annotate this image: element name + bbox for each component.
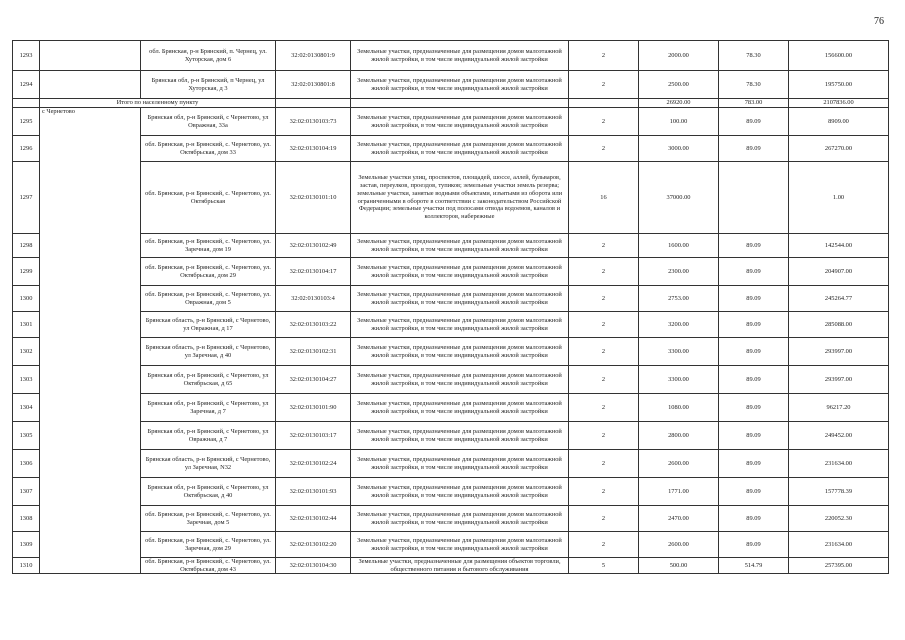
area-cell: 2500.00 (639, 71, 719, 99)
group-cell: 2 (569, 136, 639, 162)
row-number: 1305 (13, 422, 40, 450)
usage-cell: Земельные участки, предназначенные для размещения домов малоэтажной жилой застройки, в том числе индивидуальной жилой застройки (351, 71, 569, 99)
address-cell: Брянская обл, р-н Брянский, с Чернетово, ул Заречная, д 7 (141, 394, 276, 422)
row-number: 1301 (13, 312, 40, 338)
group-cell: 2 (569, 478, 639, 506)
cadastral-cell: 32:02:0130104:17 (276, 258, 351, 286)
address-cell: обл. Брянская, р-н Брянский, п. Чернец, ул. Хуторская, дом 6 (141, 41, 276, 71)
table-row (13, 71, 889, 99)
value-cell: 285088.00 (789, 312, 889, 338)
row-number: 1306 (13, 450, 40, 478)
value-cell: 204907.00 (789, 258, 889, 286)
total-label: Итого по населенному пункту (40, 99, 276, 108)
total-empty-cell (13, 99, 40, 108)
cadastral-cell: 32:02:0130104:30 (276, 558, 351, 574)
address-cell: Брянская обл, р-н Брянский, с Чернетово, ул Овражная, д 7 (141, 422, 276, 450)
total-area: 26920.00 (639, 99, 719, 108)
row-number: 1295 (13, 108, 40, 136)
cadastral-cell: 32:02:0130103:4 (276, 286, 351, 312)
locality-cell: с Чернетово (40, 108, 141, 574)
total-value: 2107836.00 (789, 99, 889, 108)
address-cell: Брянская обл, р-н Брянский, с Чернетово, ул Овражная, 33а (141, 108, 276, 136)
area-cell: 3300.00 (639, 366, 719, 394)
group-cell: 2 (569, 338, 639, 366)
table-row (13, 558, 889, 574)
table-row (13, 338, 889, 366)
area-cell: 2753.00 (639, 286, 719, 312)
table-row (13, 478, 889, 506)
group-cell: 5 (569, 558, 639, 574)
cadastral-cell: 32:02:0130801:9 (276, 41, 351, 71)
rate-cell: 89.09 (719, 108, 789, 136)
usage-cell: Земельные участки, предназначенные для размещения домов малоэтажной жилой застройки, в том числе индивидуальной жилой застройки (351, 478, 569, 506)
total-empty-cell (569, 99, 639, 108)
area-cell: 3000.00 (639, 136, 719, 162)
row-number: 1304 (13, 394, 40, 422)
value-cell: 8909.00 (789, 108, 889, 136)
value-cell: 245264.77 (789, 286, 889, 312)
area-cell: 37000.00 (639, 162, 719, 234)
value-cell: 257395.00 (789, 558, 889, 574)
area-cell: 2600.00 (639, 532, 719, 558)
cadastral-cell: 32:02:0130102:20 (276, 532, 351, 558)
row-number: 1309 (13, 532, 40, 558)
table-row (13, 422, 889, 450)
rate-cell: 89.09 (719, 136, 789, 162)
group-cell: 2 (569, 422, 639, 450)
usage-cell: Земельные участки, предназначенные для размещения домов малоэтажной жилой застройки, в том числе индивидуальной жилой застройки (351, 338, 569, 366)
area-cell: 1600.00 (639, 234, 719, 258)
address-cell: Брянская область, р-н Брянский, с Чернетово, ул Заречная, N32 (141, 450, 276, 478)
rate-cell: 89.09 (719, 450, 789, 478)
group-cell: 2 (569, 71, 639, 99)
group-cell: 2 (569, 41, 639, 71)
row-number: 1308 (13, 506, 40, 532)
row-number: 1297 (13, 162, 40, 234)
address-cell: Брянская область, р-н Брянский, с Чернетово, ул Овражная, д 17 (141, 312, 276, 338)
cadastral-cell: 32:02:0130103:73 (276, 108, 351, 136)
address-cell: Брянская обл, р-н Брянский, с Чернетово, ул Октябрьская, д 40 (141, 478, 276, 506)
cadastral-cell: 32:02:0130101:10 (276, 162, 351, 234)
table-row (13, 258, 889, 286)
group-cell: 2 (569, 286, 639, 312)
address-cell: Брянская область, р-н Брянский, с Чернетово, ул Заречная, д 40 (141, 338, 276, 366)
address-cell: обл. Брянская, р-н Брянский, с. Чернетово, ул. Октябрьская (141, 162, 276, 234)
cadastral-cell: 32:02:0130101:90 (276, 394, 351, 422)
usage-cell: Земельные участки, предназначенные для размещения домов малоэтажной жилой застройки, в том числе индивидуальной жилой застройки (351, 258, 569, 286)
address-cell: обл. Брянская, р-н Брянский, с. Чернетово, ул. Овражная, дом 5 (141, 286, 276, 312)
value-cell: 293997.00 (789, 338, 889, 366)
row-number: 1298 (13, 234, 40, 258)
table-row (13, 312, 889, 338)
value-cell: 220052.30 (789, 506, 889, 532)
group-cell: 2 (569, 394, 639, 422)
total-rate: 783.00 (719, 99, 789, 108)
usage-cell: Земельные участки, предназначенные для размещения домов малоэтажной жилой застройки, в том числе индивидуальной жилой застройки (351, 312, 569, 338)
usage-cell: Земельные участки, предназначенные для размещения домов малоэтажной жилой застройки, в том числе индивидуальной жилой застройки (351, 422, 569, 450)
area-cell: 3300.00 (639, 338, 719, 366)
rate-cell: 89.09 (719, 258, 789, 286)
usage-cell: Земельные участки, предназначенные для размещения домов малоэтажной жилой застройки, в том числе индивидуальной жилой застройки (351, 366, 569, 394)
row-number: 1299 (13, 258, 40, 286)
cadastral-cell: 32:02:0130102:49 (276, 234, 351, 258)
address-cell: обл. Брянская, р-н Брянский, с. Чернетово, ул. Заречная, дом 29 (141, 532, 276, 558)
area-cell: 100.00 (639, 108, 719, 136)
table-row (13, 532, 889, 558)
rate-cell: 89.09 (719, 286, 789, 312)
area-cell: 500.00 (639, 558, 719, 574)
area-cell: 2000.00 (639, 41, 719, 71)
row-number: 1300 (13, 286, 40, 312)
row-number: 1296 (13, 136, 40, 162)
value-cell: 142544.00 (789, 234, 889, 258)
value-cell: 157778.39 (789, 478, 889, 506)
group-cell: 2 (569, 532, 639, 558)
cadastral-cell: 32:02:0130102:31 (276, 338, 351, 366)
usage-cell: Земельные участки, предназначенные для размещения домов малоэтажной жилой застройки, в том числе индивидуальной жилой застройки (351, 532, 569, 558)
cadastral-cell: 32:02:0130103:17 (276, 422, 351, 450)
area-cell: 2300.00 (639, 258, 719, 286)
value-cell: 267270.00 (789, 136, 889, 162)
usage-cell: Земельные участки, предназначенные для размещения домов малоэтажной жилой застройки, в том числе индивидуальной жилой застройки (351, 394, 569, 422)
table-row (13, 366, 889, 394)
usage-cell: Земельные участки, предназначенные для размещения домов малоэтажной жилой застройки, в том числе индивидуальной жилой застройки (351, 506, 569, 532)
table-row (13, 234, 889, 258)
rate-cell: 89.09 (719, 234, 789, 258)
area-cell: 3200.00 (639, 312, 719, 338)
cadastral-cell: 32:02:0130102:44 (276, 506, 351, 532)
rate-cell: 89.09 (719, 394, 789, 422)
address-cell: обл. Брянская, р-н Брянский, с. Чернетово, ул. Октябрьская, дом 29 (141, 258, 276, 286)
value-cell: 195750.00 (789, 71, 889, 99)
address-cell: Брянская обл, р-н Брянский, п Чернец, ул Хуторская, д 3 (141, 71, 276, 99)
group-cell: 16 (569, 162, 639, 234)
rate-cell: 89.09 (719, 478, 789, 506)
locality-total-row (13, 99, 889, 108)
group-cell: 2 (569, 312, 639, 338)
value-cell: 231634.00 (789, 532, 889, 558)
usage-cell: Земельные участки, предназначенные для размещения домов малоэтажной жилой застройки, в том числе индивидуальной жилой застройки (351, 41, 569, 71)
cadastral-cell: 32:02:0130104:19 (276, 136, 351, 162)
cadastral-value-table (12, 40, 889, 574)
rate-cell: 89.09 (719, 422, 789, 450)
cadastral-cell: 32:02:0130801:8 (276, 71, 351, 99)
table-row (13, 41, 889, 71)
cadastral-cell: 32:02:0130103:22 (276, 312, 351, 338)
usage-cell: Земельные участки, предназначенные для размещения домов малоэтажной жилой застройки, в том числе индивидуальной жилой застройки (351, 450, 569, 478)
value-cell: 156600.00 (789, 41, 889, 71)
address-cell: Брянская обл, р-н Брянский, с Чернетово, ул Октябрьская, д 65 (141, 366, 276, 394)
group-cell: 2 (569, 506, 639, 532)
rate-cell (719, 162, 789, 234)
usage-cell: Земельные участки улиц, проспектов, площадей, шоссе, аллей, бульваров, застав, переулков, проездов, тупиков; земельные участки земель резерва; земельные участки, занятые водными объектами, изъятыми из оборота или ограниченными в обороте в соответствии с законодательством Российской Федерации; земельные участки под полосами отвода водоемов, каналов и коллекторов, набережные (351, 162, 569, 234)
group-cell: 2 (569, 108, 639, 136)
area-cell: 2600.00 (639, 450, 719, 478)
total-empty-cell (351, 99, 569, 108)
rate-cell: 89.09 (719, 338, 789, 366)
row-number: 1307 (13, 478, 40, 506)
table-body (13, 41, 889, 574)
row-number: 1310 (13, 558, 40, 574)
cadastral-cell: 32:02:0130104:27 (276, 366, 351, 394)
group-cell: 2 (569, 366, 639, 394)
table-row (13, 506, 889, 532)
table-row (13, 450, 889, 478)
rate-cell: 78.30 (719, 41, 789, 71)
cadastral-cell: 32:02:0130102:24 (276, 450, 351, 478)
area-cell: 1080.00 (639, 394, 719, 422)
area-cell: 2470.00 (639, 506, 719, 532)
usage-cell: Земельные участки, предназначенные для размещения домов малоэтажной жилой застройки, в том числе индивидуальной жилой застройки (351, 108, 569, 136)
rate-cell: 89.09 (719, 532, 789, 558)
value-cell: 1.00 (789, 162, 889, 234)
rate-cell: 89.09 (719, 506, 789, 532)
group-cell: 2 (569, 234, 639, 258)
value-cell: 96217.20 (789, 394, 889, 422)
address-cell: обл. Брянская, р-н Брянский, с. Чернетово, ул. Октябрьская, дом 33 (141, 136, 276, 162)
row-number: 1303 (13, 366, 40, 394)
rate-cell: 89.09 (719, 366, 789, 394)
total-empty-cell (276, 99, 351, 108)
row-number: 1293 (13, 41, 40, 71)
table-row (13, 162, 889, 234)
table-row (13, 136, 889, 162)
value-cell: 293997.00 (789, 366, 889, 394)
rate-cell: 514.79 (719, 558, 789, 574)
area-cell: 2800.00 (639, 422, 719, 450)
address-cell: обл. Брянская, р-н Брянский, с. Чернетово, ул. Заречная, дом 19 (141, 234, 276, 258)
row-number: 1302 (13, 338, 40, 366)
table-row (13, 394, 889, 422)
usage-cell: Земельные участки, предназначенные для размещения домов малоэтажной жилой застройки, в том числе индивидуальной жилой застройки (351, 234, 569, 258)
locality-cell-empty (40, 41, 141, 71)
usage-cell: Земельные участки, предназначенные для размещения домов малоэтажной жилой застройки, в том числе индивидуальной жилой застройки (351, 286, 569, 312)
cadastral-cell: 32:02:0130101:93 (276, 478, 351, 506)
value-cell: 249452.00 (789, 422, 889, 450)
address-cell: обл. Брянская, р-н Брянский, с. Чернетово, ул. Октябрьская, дом 43 (141, 558, 276, 574)
usage-cell: Земельные участки, предназначенные для размещения домов малоэтажной жилой застройки, в том числе индивидуальной жилой застройки (351, 136, 569, 162)
usage-cell: Земельные участки, предназначенные для размещения объектов торговли, общественного питания и бытового обслуживания (351, 558, 569, 574)
group-cell: 2 (569, 450, 639, 478)
area-cell: 1771.00 (639, 478, 719, 506)
table-row (13, 108, 889, 136)
group-cell: 2 (569, 258, 639, 286)
value-cell: 231634.00 (789, 450, 889, 478)
page-number: 76 (874, 16, 884, 27)
table-row (13, 286, 889, 312)
address-cell: обл. Брянская, р-н Брянский, с. Чернетово, ул. Заречная, дом 5 (141, 506, 276, 532)
rate-cell: 78.30 (719, 71, 789, 99)
locality-cell-empty (40, 71, 141, 99)
row-number: 1294 (13, 71, 40, 99)
rate-cell: 89.09 (719, 312, 789, 338)
